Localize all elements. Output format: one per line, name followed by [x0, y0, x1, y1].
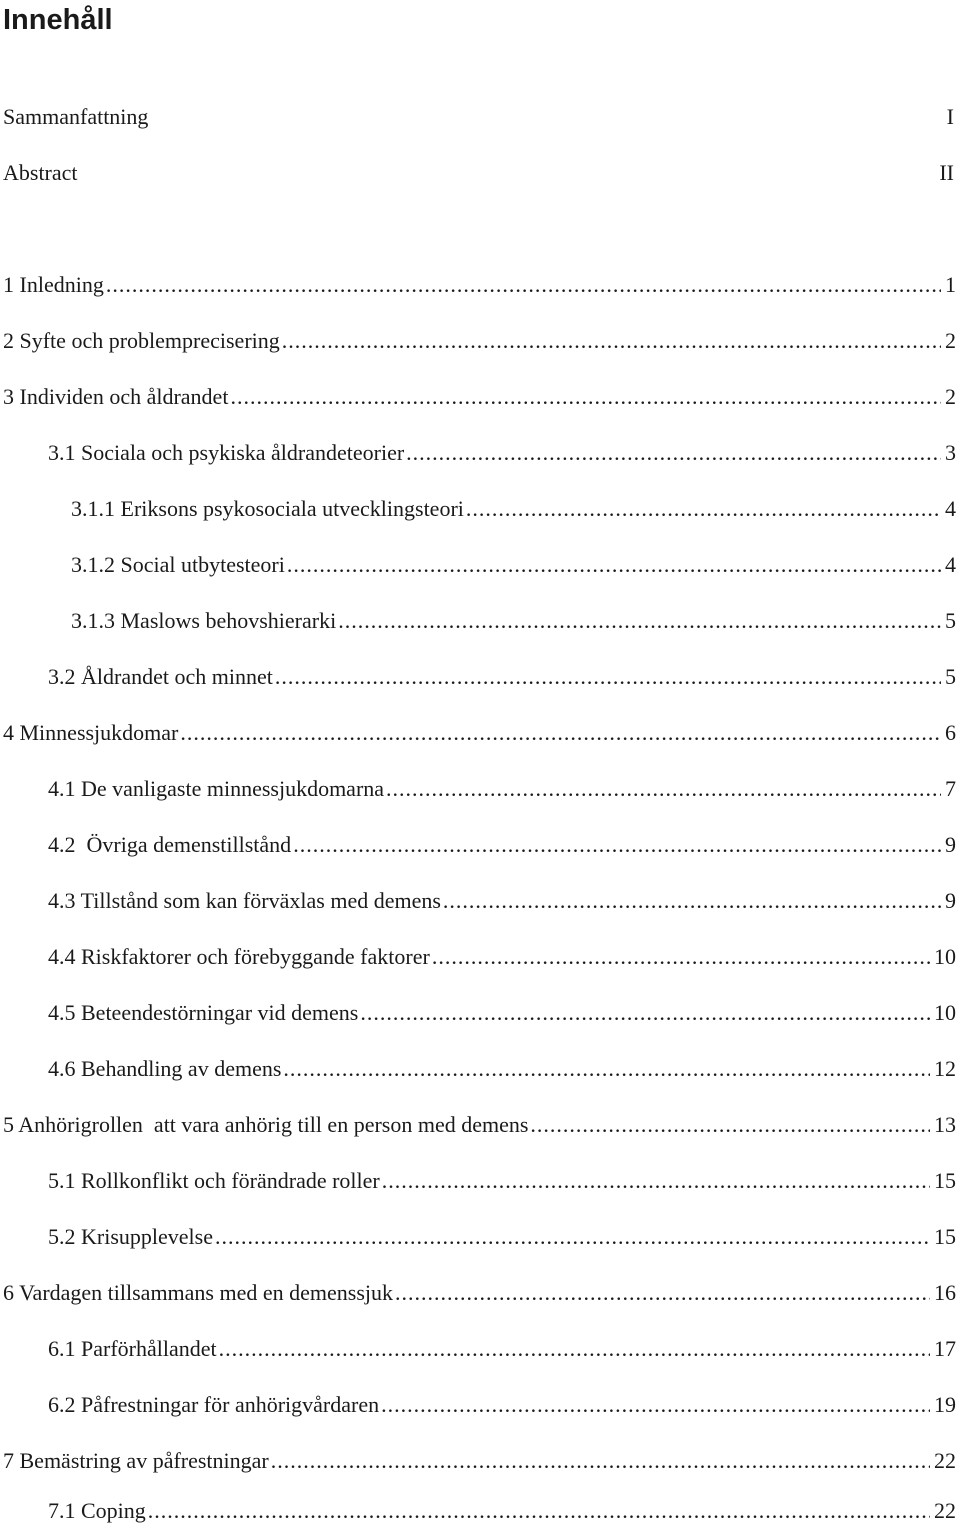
dot-leader — [382, 1164, 930, 1198]
toc-entry-label: 7 Bemästring av påfrestningar — [3, 1448, 269, 1473]
dot-leader — [338, 604, 941, 638]
toc-entry-label: 4.1 De vanligaste minnessjukdomarna — [48, 776, 385, 801]
toc-entry-page: 1 — [945, 272, 956, 297]
toc-entry-label: 6 Vardagen tillsammans med en demenssjuk — [3, 1280, 394, 1305]
toc-entry-label: 3.2 Åldrandet och minnet — [48, 664, 273, 689]
toc-entry-sammanfattning[interactable] — [3, 100, 954, 134]
toc-entry-5-1[interactable] — [48, 1164, 956, 1198]
toc-entry-label: 3 Individen och åldrandet — [3, 384, 229, 409]
toc-entry-label: 5.2 Krisupplevelse — [48, 1224, 213, 1249]
toc-entry-label: 7.1 Coping — [48, 1498, 146, 1523]
dot-leader — [148, 1494, 930, 1528]
toc-entry-label: 4 Minnessjukdomar — [3, 720, 179, 745]
dot-leader — [287, 548, 941, 582]
toc-entry-label: Abstract — [3, 160, 78, 185]
toc-entry-page: 3 — [945, 440, 956, 465]
toc-entry-6[interactable] — [3, 1276, 956, 1310]
toc-entry-page: 9 — [945, 832, 956, 857]
dot-leader — [230, 380, 941, 414]
toc-entry-page: 5 — [945, 608, 956, 633]
dot-leader — [406, 436, 941, 470]
toc-entry-label: 5.1 Rollkonflikt och förändrade roller — [48, 1168, 380, 1193]
toc-entry-page: 6 — [945, 720, 956, 745]
dot-leader — [530, 1108, 930, 1142]
dot-leader — [432, 940, 930, 974]
dot-leader — [466, 492, 941, 526]
toc-entry-label: 1 Inledning — [3, 272, 104, 297]
toc-entry-4-6[interactable] — [48, 1052, 956, 1086]
toc-entry-page: 16 — [934, 1280, 956, 1305]
dot-leader — [271, 1444, 930, 1478]
toc-entry-3-2[interactable] — [48, 660, 956, 694]
toc-entry-7[interactable] — [3, 1444, 956, 1478]
toc-entry-3-1-3[interactable] — [71, 604, 956, 638]
toc-entry-label: 5 Anhörigrollen att vara anhörig till en person med demens — [3, 1112, 529, 1137]
toc-entry-page: 4 — [945, 552, 956, 577]
dot-leader — [219, 1332, 930, 1366]
dot-leader — [386, 772, 941, 806]
toc-entry-4[interactable] — [3, 716, 956, 750]
toc-entry-5[interactable] — [3, 1108, 956, 1142]
toc-entry-abstract[interactable] — [3, 156, 954, 190]
toc-entry-label: 2 Syfte och problemprecisering — [3, 328, 280, 353]
toc-entry-4-1[interactable] — [48, 772, 956, 806]
dot-leader — [283, 1052, 930, 1086]
dot-leader — [106, 268, 941, 302]
toc-entry-page: 22 — [934, 1448, 956, 1473]
dot-leader — [215, 1220, 930, 1254]
dot-leader — [293, 828, 941, 862]
toc-entry-label: 6.2 Påfrestningar för anhörigvårdaren — [48, 1392, 380, 1417]
toc-entry-page: 2 — [945, 328, 956, 353]
toc-entry-page: 12 — [934, 1056, 956, 1081]
toc-entry-3-1-1[interactable] — [71, 492, 956, 526]
toc-entry-page: 7 — [945, 776, 956, 801]
toc-entry-3[interactable] — [3, 380, 956, 414]
toc-entry-page: 9 — [945, 888, 956, 913]
toc-entry-page: II — [939, 160, 954, 185]
toc-entry-6-1[interactable] — [48, 1332, 956, 1366]
toc-entry-page: 17 — [934, 1336, 956, 1361]
toc-entry-page: 13 — [934, 1112, 956, 1137]
dot-leader — [180, 716, 941, 750]
toc-entry-label: 4.4 Riskfaktorer och förebyggande faktorer — [48, 944, 430, 969]
toc-entry-1[interactable] — [3, 268, 956, 302]
toc-entry-label: 3.1 Sociala och psykiska åldrandeteorier — [48, 440, 405, 465]
toc-entry-4-3[interactable] — [48, 884, 956, 918]
toc-entry-3-1-2[interactable] — [71, 548, 956, 582]
page-title: Innehåll — [3, 4, 113, 36]
dot-leader — [395, 1276, 930, 1310]
toc-entry-label: 4.6 Behandling av demens — [48, 1056, 282, 1081]
toc-entry-page: 22 — [934, 1498, 956, 1523]
toc-entry-4-4[interactable] — [48, 940, 956, 974]
toc-entry-page: 10 — [934, 1000, 956, 1025]
toc-entry-7-1[interactable] — [48, 1494, 956, 1528]
toc-entry-2[interactable] — [3, 324, 956, 358]
toc-entry-label: 4.5 Beteendestörningar vid demens — [48, 1000, 359, 1025]
toc-entry-label: 3.1.3 Maslows behovshierarki — [71, 608, 337, 633]
dot-leader — [282, 324, 941, 358]
toc-entry-label: 6.1 Parförhållandet — [48, 1336, 217, 1361]
toc-entry-page: I — [946, 104, 954, 129]
toc-entry-5-2[interactable] — [48, 1220, 956, 1254]
toc-entry-page: 5 — [945, 664, 956, 689]
toc-entry-3-1[interactable] — [48, 436, 956, 470]
dot-leader — [443, 884, 941, 918]
dot-leader — [275, 660, 941, 694]
toc-entry-4-5[interactable] — [48, 996, 956, 1030]
toc-entry-label: 4.2 Övriga demenstillstånd — [48, 832, 292, 857]
toc-entry-page: 15 — [934, 1168, 956, 1193]
dot-leader — [360, 996, 930, 1030]
toc-entry-label: Sammanfattning — [3, 104, 149, 129]
toc-entry-label: 4.3 Tillstånd som kan förväxlas med demens — [48, 888, 441, 913]
toc-entry-label: 3.1.1 Eriksons psykosociala utvecklingsteori — [71, 496, 464, 521]
toc-entry-page: 2 — [945, 384, 956, 409]
toc-entry-page: 4 — [945, 496, 956, 521]
toc-entry-page: 19 — [934, 1392, 956, 1417]
toc-entry-page: 10 — [934, 944, 956, 969]
toc-entry-label: 3.1.2 Social utbytesteori — [71, 552, 285, 577]
toc-entry-page: 15 — [934, 1224, 956, 1249]
toc-entry-4-2[interactable] — [48, 828, 956, 862]
toc-entry-6-2[interactable] — [48, 1388, 956, 1422]
dot-leader — [381, 1388, 930, 1422]
